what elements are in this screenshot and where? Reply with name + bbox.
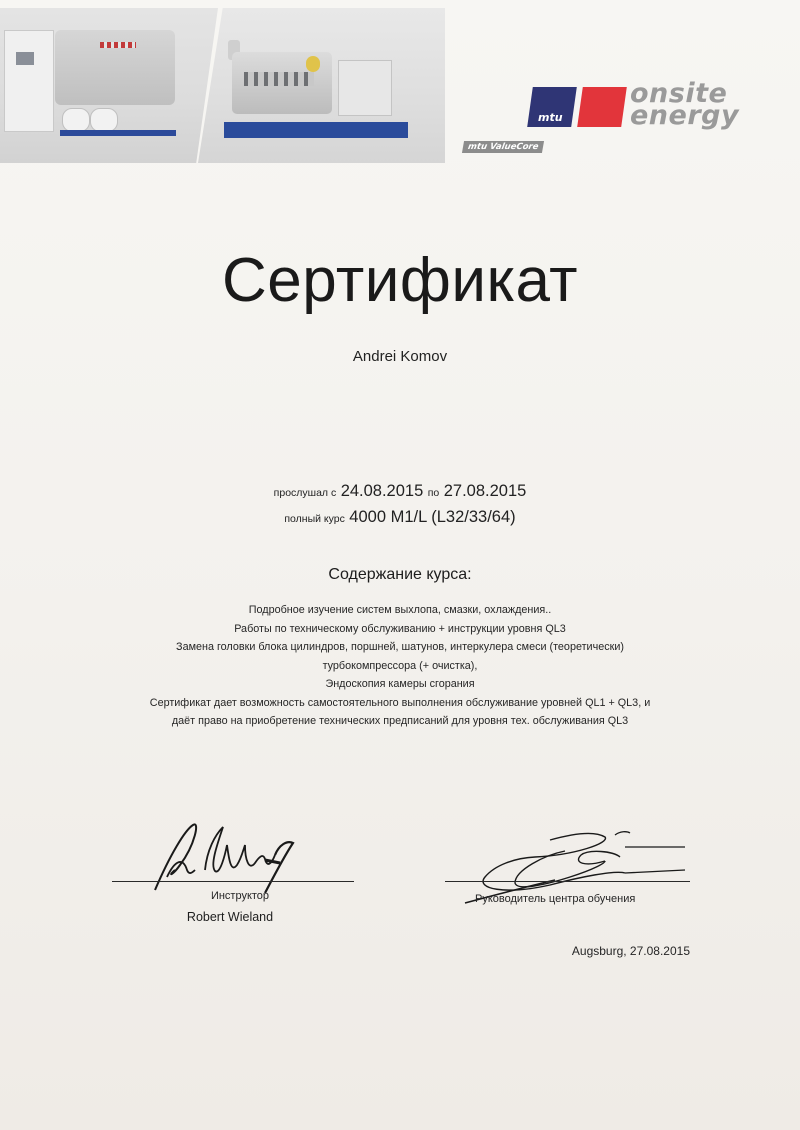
genset-1-base (60, 130, 176, 136)
instructor-role: Инструктор (210, 890, 270, 902)
head-signature-line (445, 881, 690, 882)
course-content-list (0, 601, 800, 731)
attended-label: прослушал с (273, 487, 337, 499)
genset-2-generator (338, 60, 392, 116)
content-line: Сертификат дает возможность самостоятельного выполнения обслуживание уровней QL1 + QL3, и (149, 696, 651, 709)
course-label: полный курс (284, 513, 345, 525)
mtu-mark-text: mtu (538, 111, 563, 124)
valuecore-badge: mtu ValueCore (462, 141, 544, 153)
brand-onsite: onsite (630, 78, 728, 109)
content-line: Подробное изучение систем выхлопа, смазки, охлаждения.. (248, 604, 552, 616)
content-line: турбокомпрессора (+ очистка), (322, 659, 478, 672)
certificate-title: Сертификат (221, 246, 579, 315)
content-line: Замена головки блока цилиндров, поршней, шатунов, интеркулера смеси (теоретически) (176, 641, 624, 653)
genset-2-filter (306, 56, 320, 72)
content-line: Эндоскопия камеры сгорания (325, 678, 475, 690)
brand-energy: energy (630, 100, 740, 131)
genset-1-cabinet (4, 30, 54, 132)
date-from: 24.08.2015 (340, 482, 424, 500)
mtu-onsite-energy-logo (530, 80, 760, 155)
instructor-signature-line (112, 881, 354, 882)
genset-1-screen (16, 52, 34, 65)
date-to: 27.08.2015 (443, 482, 527, 500)
course-content-heading: Содержание курса: (328, 566, 472, 583)
instructor-name: Robert Wieland (186, 910, 274, 924)
mtu-red-square (577, 87, 627, 127)
head-of-training-role: Руководитель центра обучения (475, 893, 636, 905)
place-and-date: Augsburg, 27.08.2015 (571, 944, 690, 958)
course-name: 4000 M1/L (L32/33/64) (349, 508, 516, 526)
genset-2-base (224, 122, 408, 138)
content-line: даёт право на приобретение технических предписаний для уровня тех. обслуживания QL3 (171, 715, 629, 727)
instructor-signature (145, 815, 305, 895)
genset-1-ignition (100, 42, 136, 48)
content-line: Работы по техническому обслуживанию + инструкции уровня QL3 (234, 622, 566, 635)
to-label: по (427, 487, 440, 499)
attendance-row (0, 482, 800, 501)
course-row (0, 508, 800, 527)
genset-2-cylinders (244, 72, 314, 86)
genset-1-tank (62, 108, 90, 132)
recipient-name: Andrei Komov (352, 348, 448, 365)
genset-1-tank (90, 108, 118, 132)
